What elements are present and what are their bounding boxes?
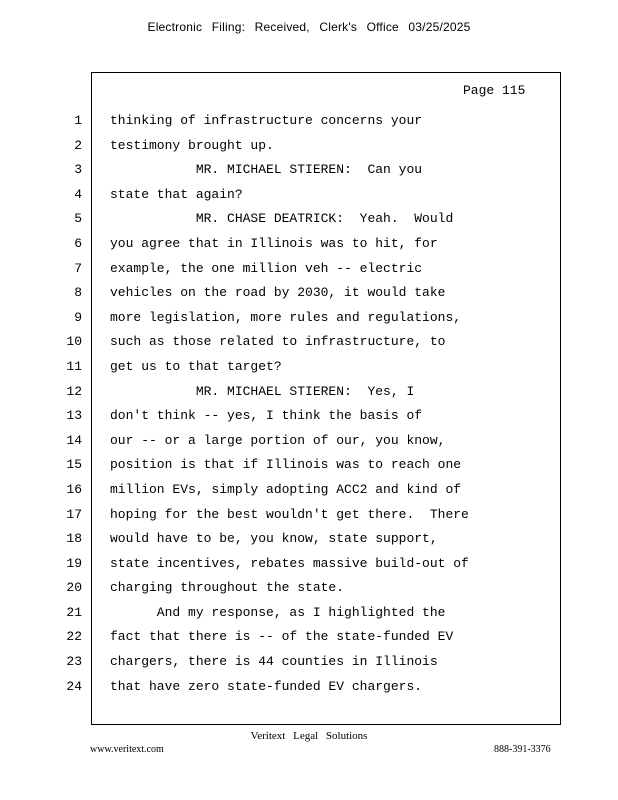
transcript-line: [0, 109, 618, 134]
line-text: chargers, there is 44 counties in Illinois: [110, 654, 438, 670]
transcript-line: [0, 650, 618, 675]
line-text: charging throughout the state.: [110, 580, 345, 596]
line-number: 5: [74, 211, 82, 227]
line-number: 3: [74, 162, 82, 178]
line-number: 4: [74, 186, 82, 202]
transcript-line: [0, 503, 618, 528]
line-text: MR. CHASE DEATRICK: Yeah. Would: [110, 211, 454, 227]
line-number: 17: [66, 506, 82, 522]
transcript-line: [0, 453, 618, 478]
transcript-line: [0, 134, 618, 159]
line-number: 10: [66, 334, 82, 350]
transcript-line: [0, 183, 618, 208]
line-text: hoping for the best wouldn't get there. There: [110, 506, 469, 522]
line-text: million EVs, simply adopting ACC2 and kind of: [110, 481, 462, 497]
line-number: 11: [66, 358, 82, 374]
line-number: 18: [66, 531, 82, 547]
transcript-line: [0, 306, 618, 331]
line-number: 6: [74, 235, 82, 251]
line-number: 7: [74, 260, 82, 276]
transcript-line: [0, 429, 618, 454]
line-text: state incentives, rebates massive build-out of: [110, 555, 469, 571]
line-number: 15: [66, 457, 82, 473]
transcript-line: [0, 232, 618, 257]
line-number: 24: [66, 678, 82, 694]
line-number: 20: [66, 580, 82, 596]
transcript-line: [0, 478, 618, 503]
line-text: state that again?: [110, 186, 243, 202]
line-text: MR. MICHAEL STIEREN: Yes, I: [110, 383, 415, 399]
line-number: 1: [74, 113, 82, 128]
filing-stamp: Electronic Filing: Received, Clerk's Office 03/25/2025: [147, 20, 471, 34]
line-text: you agree that in Illinois was to hit, for: [110, 235, 438, 251]
line-number: 8: [74, 285, 82, 301]
footer-phone: 888-391-3376: [494, 744, 551, 755]
line-number: 22: [66, 629, 82, 645]
line-text: our -- or a large portion of our, you know,: [110, 432, 446, 448]
page-number: Page 115: [463, 83, 526, 98]
line-text: example, the one million veh -- electric: [110, 260, 423, 276]
line-number: 13: [66, 408, 82, 424]
line-number: 19: [66, 555, 82, 571]
line-text: testimony brought up.: [110, 137, 274, 153]
line-text: don't think -- yes, I think the basis of: [110, 408, 423, 424]
line-text: vehicles on the road by 2030, it would take: [110, 285, 446, 301]
footer-company: Veritext Legal Solutions: [250, 730, 368, 742]
line-number: 16: [66, 481, 82, 497]
line-number: 12: [66, 383, 82, 399]
transcript-line: [0, 330, 618, 355]
transcript-line: [0, 355, 618, 380]
transcript-line: [0, 527, 618, 552]
transcript-line: [0, 158, 618, 183]
transcript-line: [0, 380, 618, 405]
line-text: more legislation, more rules and regulations,: [110, 309, 462, 325]
line-text: thinking of infrastructure concerns your: [110, 113, 423, 128]
transcript-line: [0, 625, 618, 650]
line-number: 14: [66, 432, 82, 448]
line-text: position is that if Illinois was to reach one: [110, 457, 462, 473]
line-text: fact that there is -- of the state-funded EV: [110, 629, 454, 645]
line-text: And my response, as I highlighted the: [110, 604, 446, 620]
line-text: such as those related to infrastructure, to: [110, 334, 446, 350]
transcript-line: [0, 207, 618, 232]
transcript-line: [0, 257, 618, 282]
transcript-line: [0, 576, 618, 601]
transcript-line: [0, 601, 618, 626]
transcript-line: [0, 552, 618, 577]
line-number: 21: [66, 604, 82, 620]
transcript-line: [0, 675, 618, 700]
footer-website: www.veritext.com: [90, 744, 164, 755]
line-number: 23: [66, 654, 82, 670]
line-number: 2: [74, 137, 82, 153]
line-text: that have zero state-funded EV chargers.: [110, 678, 423, 694]
transcript-line: [0, 281, 618, 306]
line-text: MR. MICHAEL STIEREN: Can you: [110, 162, 423, 178]
transcript-lines: [0, 109, 618, 699]
line-number: 9: [74, 309, 82, 325]
transcript-line: [0, 404, 618, 429]
line-text: get us to that target?: [110, 358, 282, 374]
line-text: would have to be, you know, state support,: [110, 531, 438, 547]
